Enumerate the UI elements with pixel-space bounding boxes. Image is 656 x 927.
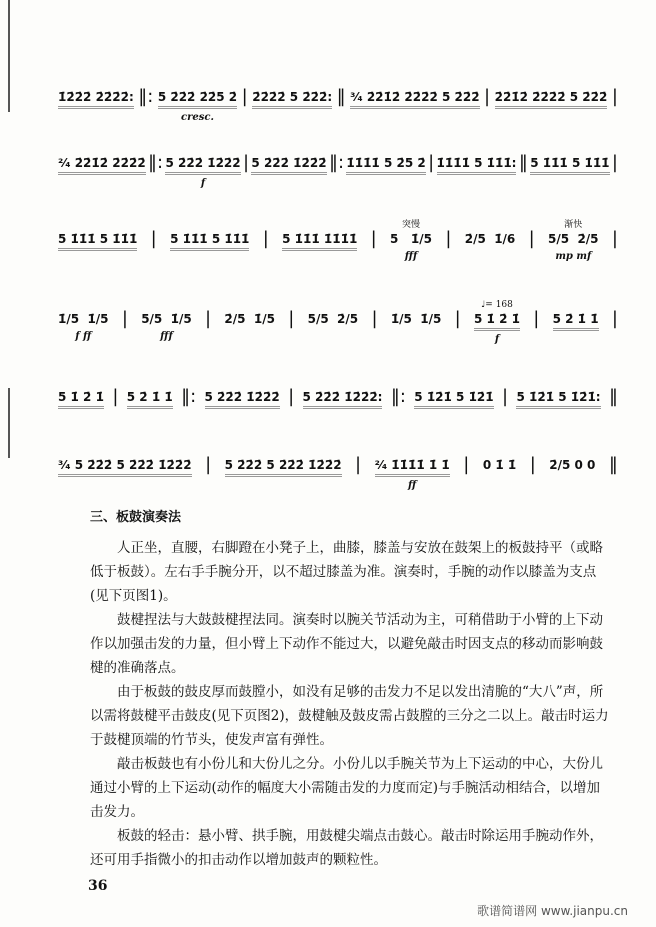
notes: 1̇2̇2̇2̇ 2̇2̇2̇2̇: bbox=[58, 89, 134, 109]
barline-glyph: ‖ bbox=[518, 152, 528, 173]
barline bbox=[371, 300, 377, 329]
measure bbox=[282, 220, 357, 266]
notes: 5 1̇/5 bbox=[390, 232, 433, 246]
measure bbox=[158, 78, 237, 124]
barline bbox=[181, 378, 196, 407]
barline-glyph: | bbox=[529, 454, 536, 475]
barline bbox=[428, 144, 434, 173]
barline-glyph: | bbox=[484, 86, 491, 107]
tempo-mark: ♩= 168 bbox=[481, 300, 513, 310]
measure bbox=[58, 144, 146, 190]
barline bbox=[612, 220, 618, 249]
barline-glyph: ‖: bbox=[328, 152, 345, 173]
barline bbox=[371, 220, 377, 249]
barline-glyph: | bbox=[454, 308, 461, 329]
paragraph: 敲击板鼓也有小份儿和大份儿之分。小份儿以手腕关节为上下运动的中心，大份儿通过小臂的上下运动(动作的幅度大小需随击发的力度而定)与手腕活动相结合，以增加击发力。 bbox=[90, 756, 603, 820]
measure bbox=[303, 378, 383, 424]
measure bbox=[549, 446, 595, 489]
page-number: 36 bbox=[88, 878, 108, 894]
measure bbox=[127, 378, 173, 424]
measure bbox=[224, 300, 275, 343]
barline bbox=[205, 300, 211, 329]
dynamic-mark: cresc. bbox=[181, 112, 214, 123]
notes: 5 2̇ 1̇ 1̇ bbox=[127, 389, 173, 409]
barline-glyph: | bbox=[355, 454, 362, 475]
barline bbox=[455, 300, 461, 329]
barline-glyph: | bbox=[528, 228, 535, 249]
notes: 5 2̇2̇2̇ 1̇2̇2̇2̇ bbox=[251, 155, 326, 175]
dynamic-mark: f bbox=[200, 178, 206, 189]
barline-glyph: | bbox=[611, 228, 618, 249]
measure bbox=[375, 446, 450, 492]
score-system bbox=[58, 446, 618, 492]
notes: 5/5 2̇/5 bbox=[307, 312, 359, 326]
scan-edge-line bbox=[8, 388, 10, 458]
barline bbox=[445, 220, 451, 249]
paragraph: 人正坐，直腰，右脚蹬在小凳子上，曲膝，膝盖与安放在鼓架上的板鼓持平（或略低于板鼓）。左右手手腕分开，以不超过膝盖为准。演奏时，手腕的动作以膝盖为支点(见下页图1)。 bbox=[90, 540, 603, 604]
measure bbox=[350, 78, 479, 124]
score-system bbox=[58, 220, 618, 266]
measure bbox=[495, 78, 608, 124]
barline bbox=[205, 446, 211, 475]
notes: 5 2̇2̇2̇ 1̇2̇2̇2̇ bbox=[165, 155, 240, 175]
measure bbox=[437, 144, 517, 190]
barline-glyph: | bbox=[445, 228, 452, 249]
notes: 5 1̇2̇1̇ 5 1̇2̇1̇: bbox=[516, 389, 600, 409]
measure bbox=[553, 300, 599, 346]
barline-glyph: ‖ bbox=[608, 454, 618, 475]
barline-glyph: | bbox=[428, 152, 435, 173]
notes: 5 1̇1̇1̇ 5 1̇1̇1̇ bbox=[170, 231, 249, 251]
notes: 1̇1̇1̇1̇ 5 2̇5 2̇ bbox=[346, 155, 425, 175]
notes: 0 1̇ 1̇ bbox=[482, 458, 517, 472]
notes: ³⁄₄ 2̇2̇1̇2̇ 2̇2̇2̇2̇ 5 2̇2̇2̇ bbox=[350, 89, 479, 109]
barline-glyph: ‖ bbox=[336, 86, 346, 107]
measure bbox=[548, 220, 599, 263]
notes: ²⁄₄ 2̇2̇1̇2̇ 2̇2̇2̇2̇ bbox=[58, 155, 146, 175]
score-system bbox=[58, 378, 618, 424]
barline bbox=[533, 300, 539, 329]
notes: 5 1̇1̇1̇ 5 1̇1̇1̇ bbox=[530, 155, 609, 175]
score-system bbox=[58, 78, 618, 124]
barline bbox=[612, 300, 618, 329]
barline-glyph: | bbox=[502, 386, 509, 407]
barline-glyph: | bbox=[611, 308, 618, 329]
notes: 5 2̇ 1̇ 1̇ bbox=[553, 311, 599, 331]
notes: 5 1̇2̇1̇ 5 1̇2̇1̇ bbox=[414, 389, 493, 409]
barline bbox=[391, 378, 406, 407]
barline-glyph: | bbox=[262, 228, 269, 249]
barline bbox=[337, 78, 346, 107]
measure bbox=[165, 144, 240, 190]
barline bbox=[263, 220, 269, 249]
measure bbox=[205, 378, 280, 424]
barline bbox=[609, 446, 618, 475]
measure bbox=[483, 446, 516, 489]
notes: 2̇/5 1̇/5 bbox=[224, 312, 275, 326]
section-heading: 三、板鼓演奏法 bbox=[90, 510, 182, 525]
notes: 2̇/5 0 0 bbox=[549, 458, 596, 472]
tempo-mark: 渐快 bbox=[564, 220, 583, 230]
barline bbox=[288, 378, 294, 407]
barline-glyph: | bbox=[463, 454, 470, 475]
notes: 5/5 1̇/5 bbox=[141, 312, 192, 326]
notes: 1̇/5 1̇/5 bbox=[58, 312, 109, 326]
measure bbox=[252, 78, 332, 124]
barline bbox=[148, 144, 163, 173]
notes: ²⁄₄ 1̇1̇1̇1̇ 1̇ 1̇ bbox=[375, 457, 450, 477]
measure bbox=[58, 78, 134, 124]
dynamic-mark: ff bbox=[408, 480, 417, 491]
notes: 5 1̇1̇1̇ 1̇1̇1̇1̇ bbox=[282, 231, 357, 251]
paragraph: 板鼓的轻击：悬小臂、拱手腕，用鼓楗尖端点击鼓心。敲击时除运用手腕动作外，还可用手指微小的扣击动作以增加鼓声的颗粒性。 bbox=[90, 828, 603, 868]
scan-edge-line bbox=[8, 0, 10, 112]
barline bbox=[112, 378, 118, 407]
notes: 5 1̇ 2̇ 1̇ bbox=[58, 389, 104, 409]
measure bbox=[58, 446, 192, 492]
barline-glyph: | bbox=[205, 454, 212, 475]
notes: 2̇/5 1̇/6 bbox=[464, 232, 516, 246]
barline-glyph: ‖: bbox=[148, 152, 164, 173]
notes: 5 2̇2̇2̇ 1̇2̇2̇2̇: bbox=[303, 389, 383, 409]
measure bbox=[58, 220, 137, 266]
barline bbox=[122, 300, 128, 329]
barline bbox=[329, 144, 344, 173]
barline bbox=[288, 300, 294, 329]
barline bbox=[530, 446, 536, 475]
measure bbox=[391, 300, 442, 343]
paragraph: 由于板鼓的鼓皮厚而鼓膛小，如没有足够的击发力不足以发出清脆的“大八”声，所以需将鼓楗平击鼓皮(见下页图2)，鼓楗触及鼓皮需占鼓膛的三分之二以上。敲击时运力于鼓楗顶端的竹节头，使发声富有弹性。 bbox=[90, 684, 609, 748]
barline bbox=[242, 78, 248, 107]
barline bbox=[463, 446, 469, 475]
barline bbox=[484, 78, 490, 107]
measure bbox=[516, 378, 600, 424]
notes: 5 2̇2̇2̇ 5 2̇2̇2̇ 1̇2̇2̇2̇ bbox=[225, 457, 342, 477]
barline-glyph: ‖: bbox=[181, 386, 197, 407]
barline bbox=[243, 144, 249, 173]
barline-glyph: ‖: bbox=[138, 86, 154, 107]
text-block bbox=[90, 508, 612, 896]
measure bbox=[58, 378, 104, 424]
score-system bbox=[58, 144, 618, 190]
barline-glyph: | bbox=[533, 308, 540, 329]
barline bbox=[138, 78, 153, 107]
notes: ³⁄₄ 5 2̇2̇2̇ 5 2̇2̇2̇ 1̇2̇2̇2̇ bbox=[58, 457, 192, 477]
barline-glyph: | bbox=[205, 308, 212, 329]
measure bbox=[530, 144, 609, 190]
barline bbox=[519, 144, 528, 173]
measure bbox=[308, 300, 359, 343]
barline bbox=[502, 378, 508, 407]
measure bbox=[346, 144, 425, 190]
notes: 1̇1̇1̇1̇ 5 1̇1̇1̇: bbox=[437, 155, 517, 175]
notes: 2̇2̇2̇2̇ 5 2̇2̇2̇: bbox=[252, 89, 332, 109]
barline bbox=[355, 446, 361, 475]
measure bbox=[390, 220, 432, 263]
barline-glyph: ‖ bbox=[608, 386, 618, 407]
barline-glyph: | bbox=[611, 152, 618, 173]
barline-glyph: | bbox=[121, 308, 128, 329]
barline bbox=[612, 78, 618, 107]
barline bbox=[529, 220, 535, 249]
dynamic-mark: f bbox=[494, 334, 500, 345]
measure bbox=[141, 300, 192, 343]
measure bbox=[170, 220, 249, 266]
paragraph: 鼓楗捏法与大鼓鼓楗捏法同。演奏时以腕关节活动为主，可稍借助于小臂的上下动作以加强击发的力量，但小臂上下动作不能过大，以避免敲击时因支点的移动而影响鼓楗的准确落点。 bbox=[90, 612, 603, 676]
measure bbox=[225, 446, 342, 492]
barline-glyph: | bbox=[242, 152, 250, 173]
barline-glyph: | bbox=[112, 386, 119, 407]
score-system bbox=[58, 300, 618, 346]
notes: 1̇/5 1̇/5 bbox=[390, 312, 442, 326]
notes: 5 1̇ 2̇ 1̇ bbox=[474, 311, 520, 331]
barline-glyph: | bbox=[241, 86, 248, 107]
notes: 5/5 2̇/5 bbox=[548, 232, 599, 246]
measure bbox=[58, 300, 109, 343]
notes: 5 1̇1̇1̇ 5 1̇1̇1̇ bbox=[58, 231, 137, 251]
barline-glyph: | bbox=[150, 228, 157, 249]
dynamic-mark: f ff bbox=[75, 331, 92, 342]
measure bbox=[474, 300, 520, 346]
barline bbox=[151, 220, 157, 249]
dynamic-mark: fff bbox=[160, 331, 173, 342]
measure bbox=[251, 144, 326, 190]
dynamic-mark: fff bbox=[404, 251, 418, 262]
barline-glyph: | bbox=[371, 308, 378, 329]
dynamic-mark: mp mf bbox=[555, 251, 592, 262]
barline-glyph: ‖: bbox=[390, 386, 406, 407]
barline bbox=[612, 144, 618, 173]
barline-glyph: | bbox=[370, 228, 377, 249]
barline-glyph: | bbox=[288, 386, 295, 407]
barline-glyph: | bbox=[611, 86, 618, 107]
measure bbox=[414, 378, 493, 424]
notes: 5 2̇2̇2̇ 1̇2̇2̇2̇ bbox=[205, 389, 280, 409]
barline bbox=[609, 378, 618, 407]
notes: 2̇2̇1̇2̇ 2̇2̇2̇2̇ 5 2̇2̇2̇ bbox=[495, 89, 608, 109]
measure bbox=[465, 220, 516, 263]
barline-glyph: | bbox=[288, 308, 295, 329]
tempo-mark: 突慢 bbox=[402, 220, 421, 230]
notes: 5 2̇2̇2̇ 2̇2̇5 2̇ bbox=[158, 89, 237, 109]
watermark: 歌谱简谱网 www.jianpu.cn bbox=[477, 904, 628, 918]
